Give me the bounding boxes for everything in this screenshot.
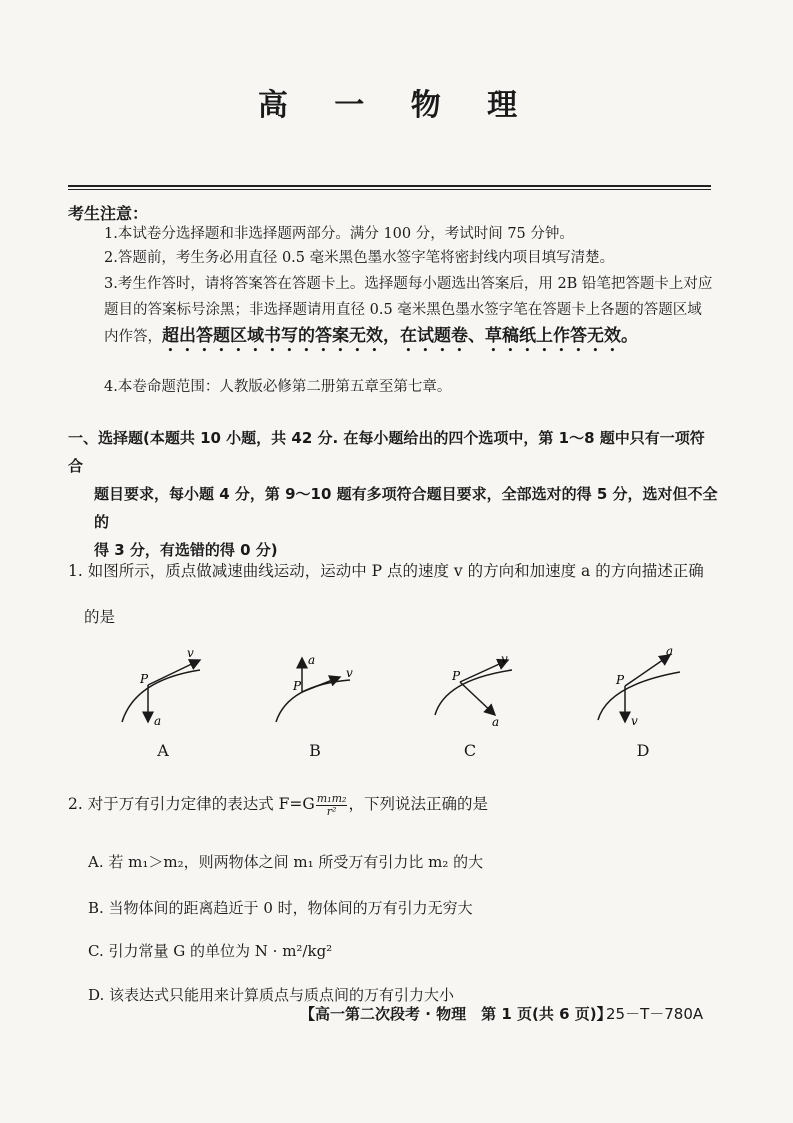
notice-item-3-text: 3.考生作答时，请将答案答在答题卡上。选择题每小题选出答案后，用 2B 铅笔把答题卡上对应题目的答案标号涂黑；非选择题请用直径 0.5 毫米黑色墨水签字笔在答题卡上各题的答题区域内作答，: [104, 276, 713, 345]
figure-label-d: D: [636, 741, 650, 760]
section-instructions: [68, 424, 718, 564]
fraction-numerator: m₁m₂: [316, 791, 347, 805]
header-divider-thin: [68, 189, 711, 190]
figure-a-v-label: v: [187, 646, 194, 660]
gravitation-fraction: [316, 793, 348, 818]
figure-b-trajectory: [276, 680, 350, 722]
question-2-option-d: D. 该表达式只能用来计算质点与质点间的万有引力大小: [88, 986, 455, 1004]
section-line-1: 一、选择题(本题共 10 小题，共 42 分. 在每小题给出的四个选项中，第 1～8 题中只有一项符合: [68, 429, 705, 475]
figure-b-velocity-arrow: [302, 677, 340, 692]
figure-d-acceleration-arrow: [625, 655, 670, 686]
question-2-stem-before: 2. 对于万有引力定律的表达式 F=G: [68, 795, 315, 813]
figure-b-point-label: P: [293, 679, 302, 693]
question-2-option-c: C. 引力常量 G 的单位为 N · m²/kg²: [88, 942, 333, 960]
notice-item-1: 1.本试卷分选择题和非选择题两部分。满分 100 分，考试时间 75 分钟。: [104, 226, 574, 242]
figure-d-trajectory: [598, 672, 680, 720]
figure-c-trajectory: [435, 670, 512, 715]
footer-exam-code: 25－T－780A: [606, 1005, 704, 1023]
figure-b: [276, 653, 353, 722]
question-2-option-b: B. 当物体间的距离趋近于 0 时，物体间的万有引力无穷大: [88, 899, 473, 917]
section-line-3: 得 3 分，有选错的得 0 分): [94, 541, 278, 559]
question-2-stem-after: ，下列说法正确的是: [348, 795, 488, 813]
footer-page-info: 【高一第二次段考 · 物理 第 1 页(共 6 页)】: [300, 1005, 612, 1023]
question-1-line-1: 1. 如图所示，质点做减速曲线运动，运动中 P 点的速度 v 的方向和加速度 a 的方向描述正确: [68, 562, 704, 580]
question-2-option-a: A. 若 m₁＞m₂，则两物体之间 m₁ 所受万有引力比 m₂ 的大: [88, 853, 484, 871]
figure-a-point-label: P: [140, 672, 149, 686]
notice-item-2: 2.答题前，考生务必用直径 0.5 毫米黑色墨水签字笔将密封线内项目填写清楚。: [104, 250, 615, 266]
figure-c-a-label: a: [492, 715, 500, 729]
notice-item-4: 4.本卷命题范围：人教版必修第二册第五章至第七章。: [104, 379, 452, 395]
figure-b-a-label: a: [308, 653, 316, 667]
figure-d-v-label: v: [631, 714, 638, 728]
fraction-denominator: r²: [326, 804, 337, 818]
section-line-2: 题目要求，每小题 4 分，第 9～10 题有多项符合题目要求，全部选对的得 5 分，选对但不全的: [94, 485, 718, 531]
figure-label-b: B: [309, 741, 321, 760]
figure-label-c: C: [463, 741, 477, 760]
notice-item-3: [104, 271, 714, 356]
header-divider-thick: [68, 185, 711, 187]
figure-d: [598, 644, 680, 728]
figure-d-point-label: P: [616, 673, 625, 687]
figure-c-point-label: P: [452, 669, 461, 683]
figure-d-a-label: a: [666, 644, 674, 658]
figure-a-velocity-arrow: [148, 660, 200, 685]
figure-a-a-label: a: [154, 714, 162, 728]
figure-label-a: A: [157, 741, 169, 760]
notice-heading: 考生注意：: [68, 204, 149, 223]
figure-b-v-label: v: [346, 666, 353, 680]
question-2-stem: [68, 790, 718, 818]
figure-a: [122, 646, 200, 728]
notice-item-3-emphasis: 超出答题区域书写的答案无效，在试题卷、草稿纸上作答无效。: [162, 326, 638, 346]
figure-c: [435, 652, 512, 729]
question-1-stem: [68, 557, 718, 631]
figure-c-v-label: v: [501, 652, 508, 666]
question-1-line-2: 的是: [84, 608, 116, 626]
figure-c-acceleration-arrow: [460, 682, 495, 715]
page-title: 高 一 物 理: [257, 88, 536, 123]
